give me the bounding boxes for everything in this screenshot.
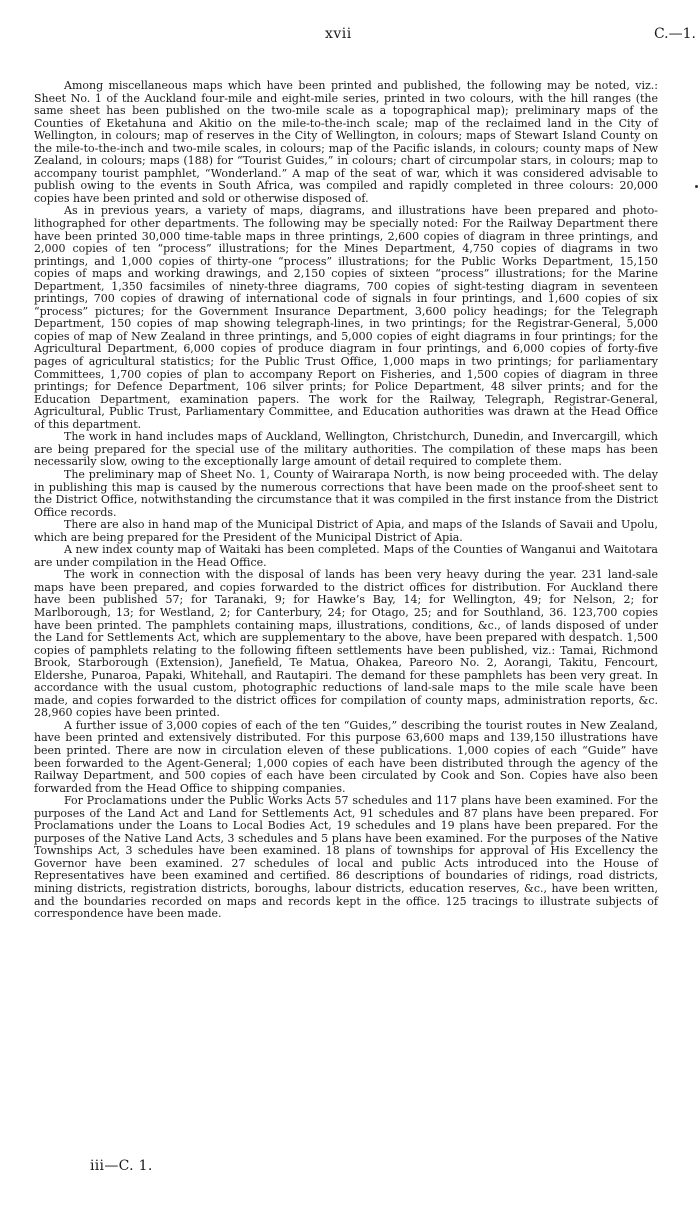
signature-mark: iii—C. 1.: [90, 1158, 153, 1174]
paragraph-land-disposal: The work in connection with the disposal of lands has been very heavy during the year. 231 land-sale maps have been prepared, and copies forwarded to the district offices for distribution. For Auckland there have been published 57; for Taranaki, 9; for Hawke’s Bay, 14; for Wellington, 49; for Nelson, 2; for Marlborough, 13; for Westland, 2; for Canterbury, 24; for Otago, 25; and for Southland, 36. 123,700 copies have been printed. The pamphlets containing maps, illustrations, conditions, &c., of lands disposed of under the Land for Settlements Act, which are supplementary to the above, have been prepared with despatch. 1,500 copies of pamphlets relating to the following fifteen settlements have been published, viz.: Tamai, Richmond Brook, Starborough (Extension), Janefield, Te Matua, Ohakea, Pareoro No. 2, Aorangi, Takitu, Fencourt, Eldershe, Punaroa, Papaki, Whitehall, and Rautapiri. The demand for these pamphlets has been very great. In accordance with the usual custom, photographic reductions of land-sale maps to the mile scale have been made, and copies forwarded to the district offices for compilation of county maps, administration reports, &c. 28,960 copies have been printed.: [34, 568, 658, 720]
page-number: xvii: [325, 26, 352, 42]
paragraph-other-departments: As in previous years, a variety of maps, diagrams, and illustrations have been prepared and photo-lithographed for other departments. The following may be specially noted: For the Railway Department there have been printed 30,000 time-table maps in three printings, 2,600 copies of diagram in three printings, and 2,000 copies of ten “process” illustrations; for the Mines Department, 4,750 copies of diagrams in two printings, and 1,000 copies of thirty-one “process” illustrations; for the Public Works Department, 15,150 copies of maps and working drawings, and 2,150 copies of sixteen “process” illustrations; for the Marine Department, 1,350 facsimiles of ninety-three diagrams, 700 copies of sight-testing diagram in seventeen printings, 700 copies of drawing of international code of signals in four printings, and 1,600 copies of six “process” pictures; for the Government Insurance Department, 3,600 policy headings; for the Telegraph Department, 150 copies of map showing telegraph-lines, in two printings; for the Registrar-General, 5,000 copies of map of New Zealand in three printings, and 5,000 copies of eight diagrams in four printings; for the Agricultural Department, 6,000 copies of produce diagram in four printings, and 6,000 copies of forty-five pages of agricultural statistics; for the Public Trust Office, 1,000 maps in two printings; for parliamentary Committees, 1,700 copies of plan to accompany Report on Fisheries, and 1,500 copies of diagram in three printings; for Defence Department, 106 silver prints; for Police Department, 48 silver prints; and for the Education Department, examination papers. The work for the Railway, Telegraph, Registrar-General, Agricultural, Public Trust, Parliamentary Committee, and Education authorities was drawn at the Head Office of this department.: [34, 204, 658, 431]
margin-mark: [695, 185, 698, 188]
paragraph-apia: There are also in hand map of the Municipal District of Apia, and maps of the Islands of Savaii and Upolu, which are being prepared for the President of the Municipal District of Apia.: [34, 518, 658, 544]
paragraph-miscellaneous-maps: Among miscellaneous maps which have been printed and published, the following may be noted, viz.: Sheet No. 1 of the Auckland four-mile and eight-mile series, printed in two colours, with the hill ranges (the same sheet has been published on the two-mile scale as a topographical map); preliminary maps of the Counties of Eketahuna and Akitio on the mile-to-the-inch scale; map of the reclaimed land in the City of Wellington, in colours; map of reserves in the City of Wellington, in colours; maps of Stewart Island County on the mile-to-the-inch and two-mile scales, in colours; map of the Pacific islands, in colours; county maps of New Zealand, in colours; maps (188) for “Tourist Guides,” in colours; chart of circumpolar stars, in colours; map to accompany tourist pamphlet, “Wonderland.” A map of the seat of war, which it was considered advisable to publish owing to the events in South Africa, was compiled and rapidly completed in three colours: 20,000 copies have been printed and sold or otherwise disposed of.: [34, 79, 658, 205]
page-header: [0, 26, 700, 50]
body-text: [34, 80, 658, 921]
paragraph-work-in-hand: The work in hand includes maps of Auckland, Wellington, Christchurch, Dunedin, and Invercargill, which are being prepared for the special use of the military authorities. The compilation of these maps has been necessarily slow, owing to the exceptionally large amount of detail required to complete them.: [34, 430, 658, 469]
paragraph-proclamations: For Proclamations under the Public Works Acts 57 schedules and 117 plans have been examined. For the purposes of the Land Act and Land for Settlements Act, 91 schedules and 87 plans have been prepared. For Proclamations under the Loans to Local Bodies Act, 19 schedules and 19 plans have been prepared. For the purposes of the Native Land Acts, 3 schedules and 5 plans have been examined. For the purposes of the Native Townships Act, 3 schedules have been examined. 18 plans of townships for approval of His Excellency the Governor have been examined. 27 schedules of local and public Acts introduced into the House of Representatives have been examined and certified. 86 descriptions of boundaries of ridings, road districts, mining districts, registration districts, boroughs, labour districts, education reserves, &c., have been written, and the boundaries recorded on maps and records kept in the office. 125 tracings to illustrate subjects of correspondence have been made.: [34, 794, 658, 921]
document-reference: C.—1.: [653, 26, 696, 42]
paragraph-waitaki: A new index county map of Waitaki has been completed. Maps of the Counties of Wanganui and Waitotara are under compilation in the Head Office.: [34, 543, 658, 569]
paragraph-wairarapa-north: The preliminary map of Sheet No. 1, County of Wairarapa North, is now being proceeded with. The delay in publishing this map is caused by the numerous corrections that have been made on the proof-sheet sent to the District Office, notwithstanding the circumstance that it was compiled in the first instance from the District Office records.: [34, 467, 658, 519]
paragraph-guides: A further issue of 3,000 copies of each of the ten “Guides,” describing the tourist routes in New Zealand, have been printed and extensively distributed. For this purpose 63,600 maps and 139,150 illustrations have been printed. There are now in circulation eleven of these publications. 1,000 copies of each “Guide” have been forwarded to the Agent-General; 1,000 copies of each have been distributed through the agency of the Railway Department, and 500 copies of each have been circulated by Cook and Son. Copies have also been forwarded from the Head Office to shipping companies.: [34, 718, 658, 795]
